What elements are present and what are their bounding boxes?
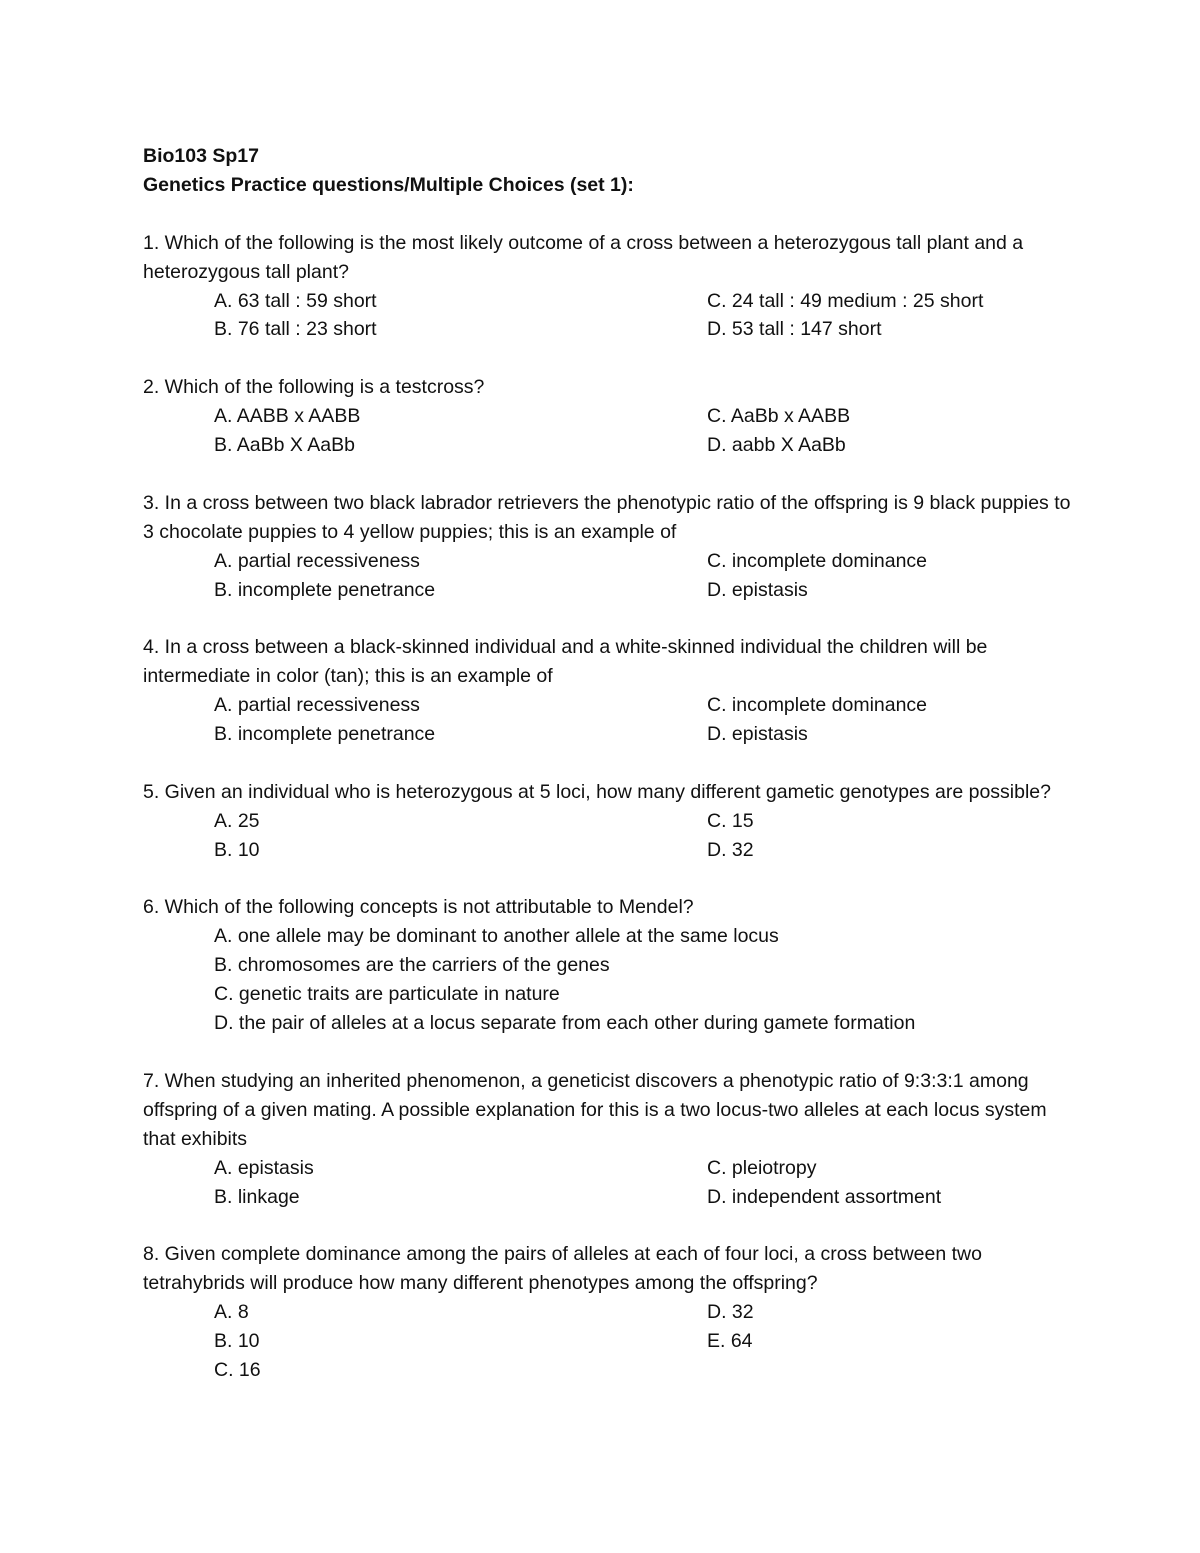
question-3 — [143, 489, 1073, 605]
question-stem: 2. Which of the following is a testcross? — [143, 376, 485, 399]
question-5 — [143, 778, 1073, 865]
choice-d: D. epistasis — [707, 723, 808, 746]
choice-d: D. independent assortment — [707, 1185, 942, 1208]
choice-a: A. 63 tall : 59 short — [214, 289, 377, 312]
question-7 — [143, 1067, 1073, 1212]
choice-b: B. chromosomes are the carriers of the genes — [214, 954, 610, 977]
choice-b: B. 10 — [214, 838, 260, 861]
question-4 — [143, 633, 1073, 749]
choice-a: A. 25 — [214, 809, 260, 832]
choice-d: D. 32 — [707, 838, 754, 861]
choice-d: D. the pair of alleles at a locus separate from each other during gamete formation — [214, 1012, 916, 1035]
spacer — [143, 200, 1073, 229]
choice-a: A. AABB x AABB — [214, 405, 361, 428]
question-stem: 7. When studying an inherited phenomenon, a geneticist discovers a phenotypic ratio of 9:3:3:1 among offspring of a given mating. A possible explanation for this is a two locus-two alleles at each locus system that exhibits — [143, 1069, 1047, 1150]
choice-d: D. aabb X AaBb — [707, 434, 846, 457]
question-2 — [143, 373, 1073, 460]
choice-c: C. AaBb x AABB — [707, 405, 851, 428]
choice-a: A. partial recessiveness — [214, 549, 420, 572]
course-title: Bio103 Sp17 — [143, 145, 259, 167]
choice-b: B. incomplete penetrance — [214, 578, 436, 601]
choice-c: C. genetic traits are particulate in nature — [214, 983, 560, 1006]
question-8 — [143, 1240, 1073, 1385]
page-title: Genetics Practice questions/Multiple Choices (set 1): — [143, 173, 634, 196]
choice-d: D. epistasis — [707, 578, 808, 601]
question-stem: 8. Given complete dominance among the pairs of alleles at each of four loci, a cross between two tetrahybrids will produce how many different phenotypes among the offspring? — [143, 1243, 982, 1295]
choice-a: A. epistasis — [214, 1156, 314, 1179]
question-stem: 3. In a cross between two black labrador retrievers the phenotypic ratio of the offspring is 9 black puppies to 3 chocolate puppies to 4 yellow puppies; this is an example of — [143, 491, 1071, 543]
question-1 — [143, 229, 1073, 345]
question-stem: 5. Given an individual who is heterozygous at 5 loci, how many different gametic genotypes are possible? — [143, 780, 1051, 803]
question-6 — [143, 893, 1073, 1038]
choice-c: C. 16 — [214, 1358, 261, 1381]
choice-list — [214, 922, 1073, 1038]
choice-c: C. pleiotropy — [707, 1156, 817, 1179]
choice-a: A. one allele may be dominant to another allele at the same locus — [214, 925, 779, 948]
choice-list — [214, 1298, 1073, 1385]
question-stem: 6. Which of the following concepts is not attributable to Mendel? — [143, 896, 694, 919]
question-stem: 4. In a cross between a black-skinned individual and a white-skinned individual the children will be intermediate in color (tan); this is an example of — [143, 636, 988, 688]
choice-b: B. 10 — [214, 1330, 260, 1353]
question-stem: 1. Which of the following is the most likely outcome of a cross between a heterozygous tall plant and a heterozygous tall plant? — [143, 231, 1024, 283]
choice-d: D. 32 — [707, 1301, 754, 1324]
choice-list — [214, 691, 1073, 749]
choice-a: A. partial recessiveness — [214, 694, 420, 717]
choice-b: B. incomplete penetrance — [214, 723, 436, 746]
choice-d: D. 53 tall : 147 short — [707, 318, 882, 341]
choice-b: B. 76 tall : 23 short — [214, 318, 377, 341]
choice-list — [214, 287, 1073, 345]
choice-c: C. incomplete dominance — [707, 549, 928, 572]
choice-list — [214, 402, 1073, 460]
choice-list — [214, 1154, 1073, 1212]
document-content — [143, 142, 1073, 1385]
choice-b: B. AaBb X AaBb — [214, 434, 355, 457]
choice-list — [214, 807, 1073, 865]
choice-e: E. 64 — [707, 1330, 753, 1353]
choice-a: A. 8 — [214, 1301, 249, 1324]
choice-list — [214, 547, 1073, 605]
choice-c: C. 15 — [707, 809, 754, 832]
choice-c: C. incomplete dominance — [707, 694, 928, 717]
choice-c: C. 24 tall : 49 medium : 25 short — [707, 289, 984, 312]
choice-b: B. linkage — [214, 1185, 300, 1208]
